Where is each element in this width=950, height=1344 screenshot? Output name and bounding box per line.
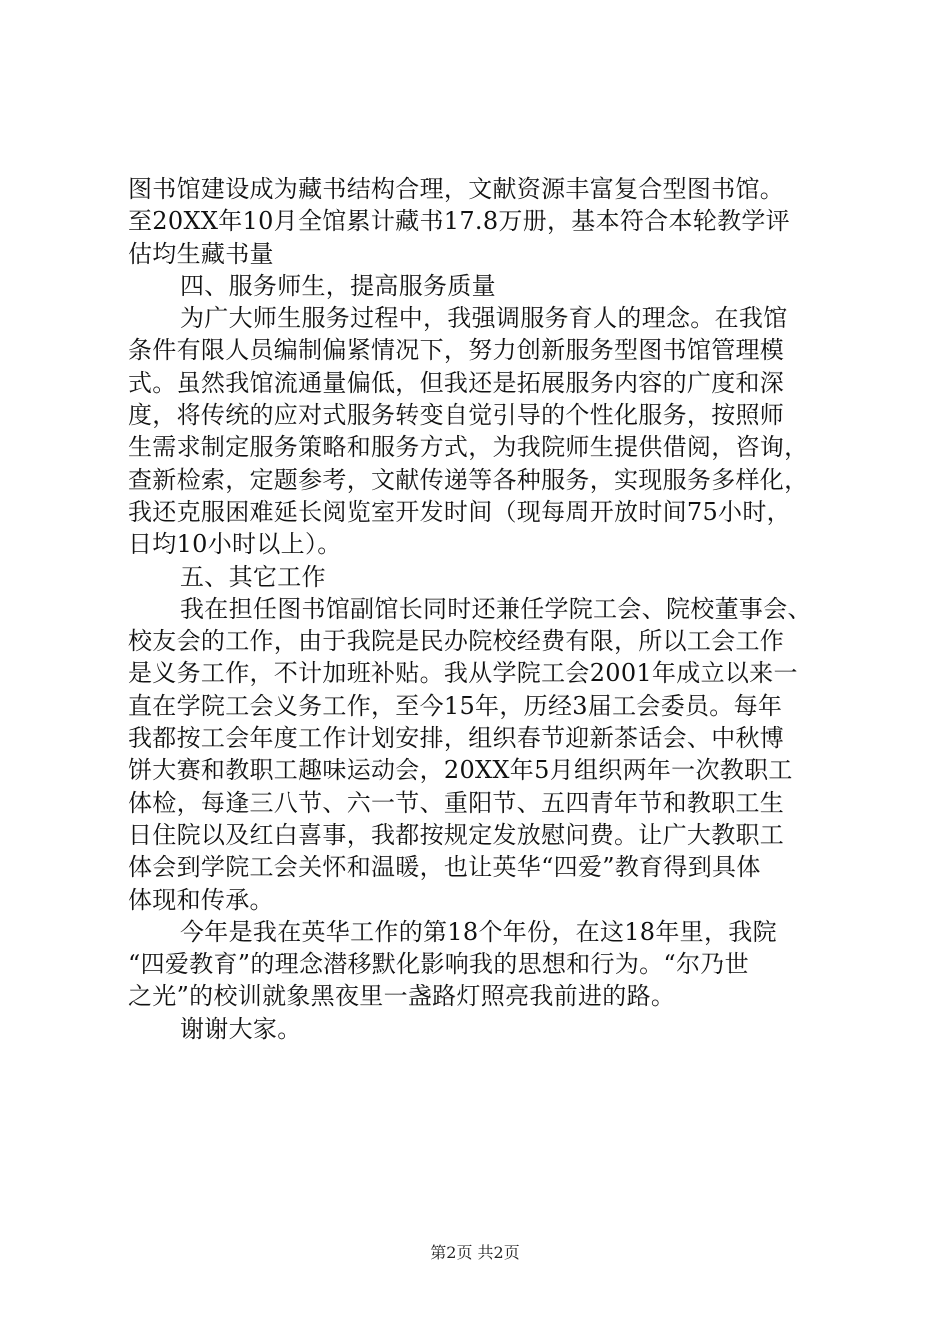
text-line: 式。虽然我馆流通量偏低，但我还是拓展服务内容的广度和深 (128, 368, 785, 397)
text-line: 谢谢大家。 (180, 1014, 302, 1043)
text-line: 我都按工会年度工作计划安排，组织春节迎新茶话会、中秋博 (128, 724, 785, 753)
text-line: 查新检索，定题参考，文献传递等各种服务，实现服务多样化， (128, 465, 809, 494)
text-line: 生需求制定服务策略和服务方式，为我院师生提供借阅，咨询， (128, 433, 809, 462)
text-line: 体检，每逢三八节、六一节、重阳节、五四青年节和教职工生 (128, 788, 785, 817)
text-line: 今年是我在英华工作的第18个年份，在这18年里，我院 (180, 917, 777, 946)
text-line: 图书馆建设成为藏书结构合理，文献资源丰富复合型图书馆。 (128, 175, 785, 203)
text-line: 为广大师生服务过程中，我强调服务育人的理念。在我馆 (180, 304, 788, 333)
text-line: 至20XX年10月全馆累计藏书17.8万册，基本符合本轮教学评 (128, 207, 790, 236)
text-line: 我还克服困难延长阅览室开发时间（现每周开放时间75小时， (128, 497, 791, 526)
text-line: 校友会的工作，由于我院是民办院校经费有限，所以工会工作 (128, 627, 785, 656)
text-line: 四、服务师生，提高服务质量 (180, 271, 496, 300)
text-line: 五、其它工作 (180, 562, 326, 591)
text-line: 之光”的校训就象黑夜里一盏路灯照亮我前进的路。 (128, 982, 676, 1011)
text-line: 日均10小时以上）。 (128, 530, 342, 559)
text-line: 度，将传统的应对式服务转变自觉引导的个性化服务，按照师 (128, 401, 785, 430)
text-line: 估均生藏书量 (128, 239, 274, 268)
text-line: 日住院以及红白喜事，我都按规定发放慰问费。让广大教职工 (128, 820, 785, 849)
text-line: 体会到学院工会关怀和温暖，也让英华“四爱”教育得到具体 (128, 853, 761, 882)
page-footer: 第2页 共2页 (430, 1243, 520, 1262)
body-text (128, 173, 838, 1045)
text-line: 直在学院工会义务工作，至今15年，历经3届工会委员。每年 (128, 691, 783, 720)
text-line: 是义务工作，不计加班补贴。我从学院工会2001年成立以来一 (128, 659, 798, 688)
text-line: “四爱教育”的理念潜移默化影响我的思想和行为。“尔乃世 (128, 950, 749, 979)
text-line: 体现和传承。 (128, 885, 274, 914)
text-line: 条件有限人员编制偏紧情况下，努力创新服务型图书馆管理模 (128, 336, 785, 365)
text-line: 饼大赛和教职工趣味运动会，20XX年5月组织两年一次教职工 (128, 756, 793, 785)
text-line: 我在担任图书馆副馆长同时还兼任学院工会、院校董事会、 (180, 594, 812, 623)
